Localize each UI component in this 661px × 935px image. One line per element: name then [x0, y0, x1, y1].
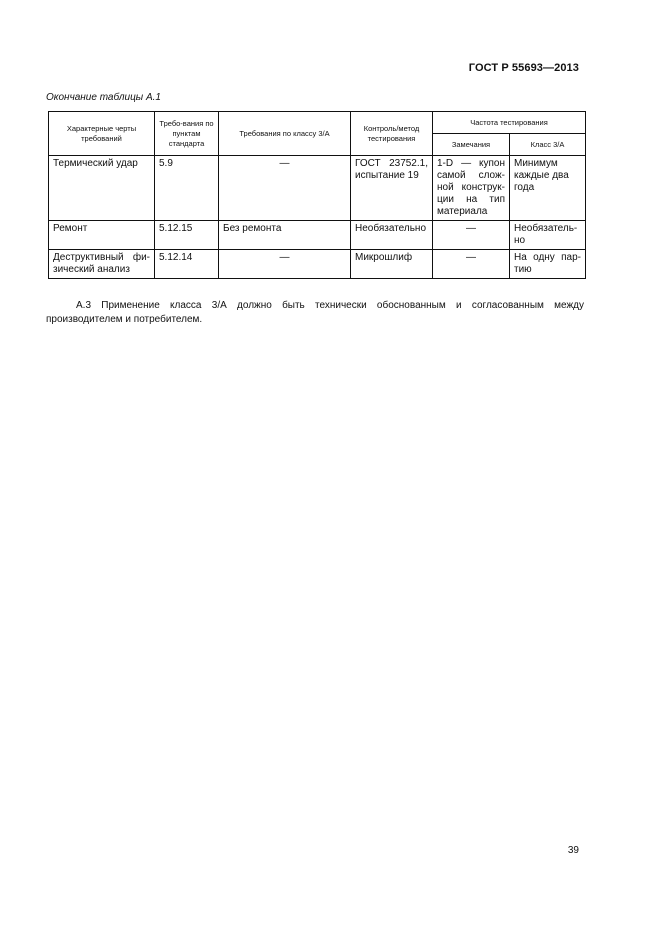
cell-requirement: — [219, 250, 351, 279]
cell-requirement: Без ремонта [219, 221, 351, 250]
header-features: Характерные черты требований [49, 112, 155, 156]
header-class: Класс 3/А [510, 134, 586, 156]
table-row [49, 221, 586, 250]
cell-frequency: Необязатель-но [510, 221, 586, 250]
cell-method: Необязательно [351, 221, 433, 250]
cell-frequency: На одну пар-тию [510, 250, 586, 279]
cell-frequency: Минимум каждые два года [510, 156, 586, 221]
cell-remarks: — [433, 221, 510, 250]
cell-feature: Деструктивный фи-зический анализ [49, 250, 155, 279]
requirements-table [48, 111, 586, 279]
header-clauses: Требо-вания по пунктам стандарта [155, 112, 219, 156]
standard-code: ГОСТ Р 55693—2013 [468, 62, 579, 74]
table-caption: Окончание таблицы А.1 [46, 92, 161, 103]
cell-feature: Ремонт [49, 221, 155, 250]
header-class-requirements: Требования по классу 3/А [219, 112, 351, 156]
cell-requirement: — [219, 156, 351, 221]
table-row [49, 250, 586, 279]
page-number: 39 [567, 845, 579, 856]
header-test-frequency: Частота тестирования [433, 112, 586, 134]
header-control-method: Контроль/метод тестирования [351, 112, 433, 156]
cell-remarks: 1-D — купон самой слож-ной конструк-ции на тип материала [433, 156, 510, 221]
cell-clause: 5.12.14 [155, 250, 219, 279]
cell-feature: Термический удар [49, 156, 155, 221]
paragraph-a3: А.3 Применение класса 3/А должно быть технически обоснованным и согласованным между производителем и потребителем. [46, 300, 584, 325]
cell-method: ГОСТ 23752.1, испытание 19 [351, 156, 433, 221]
header-remarks: Замечания [433, 134, 510, 156]
table-header-row [49, 112, 586, 134]
cell-clause: 5.9 [155, 156, 219, 221]
cell-clause: 5.12.15 [155, 221, 219, 250]
table-row [49, 156, 586, 221]
cell-method: Микрошлиф [351, 250, 433, 279]
cell-remarks: — [433, 250, 510, 279]
